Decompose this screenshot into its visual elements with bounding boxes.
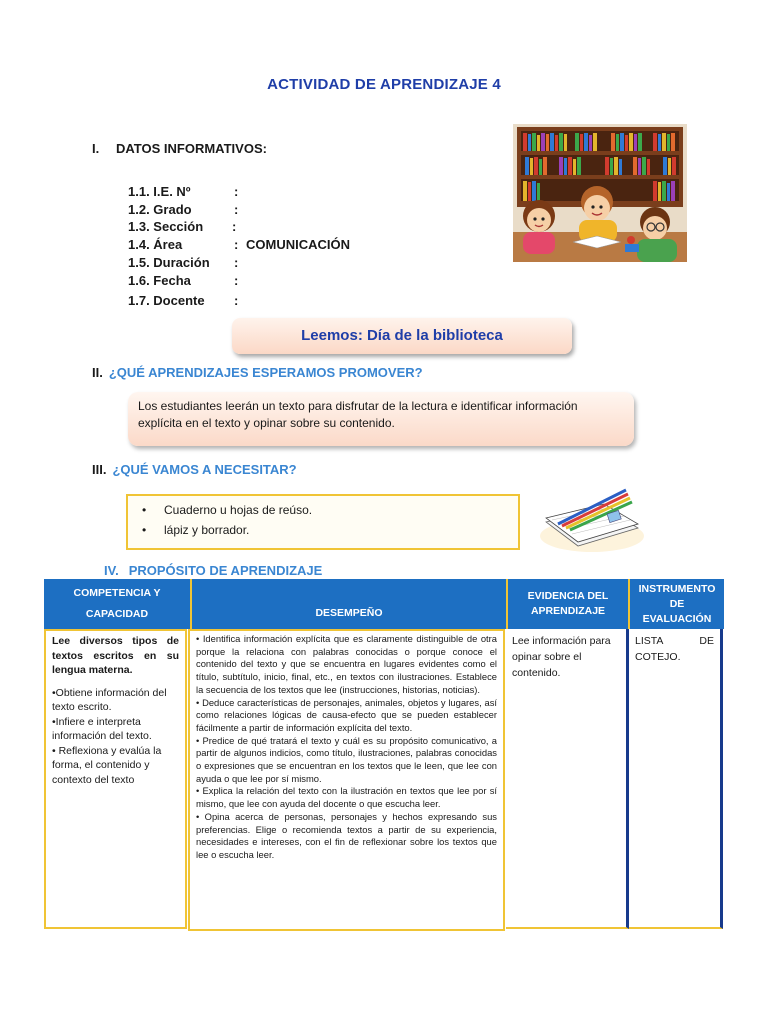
header-text: CAPACIDAD (85, 608, 149, 620)
capacidad-item: •Obtiene información del texto escrito. (52, 686, 167, 713)
section-4-text: PROPÓSITO DE APRENDIZAJE (128, 563, 323, 578)
notebook-pencils-illustration (538, 484, 646, 556)
header-text: INSTRUMENTO (638, 582, 716, 595)
section-3-text: ¿QUÉ VAMOS A NECESITAR? (112, 462, 297, 477)
competencia-title: textos escritos en su (52, 649, 179, 662)
header-text: EVIDENCIA DEL (527, 590, 609, 602)
section-1-text: DATOS INFORMATIVOS: (116, 141, 267, 156)
section-3-heading (92, 462, 297, 477)
instrumento-word: COTEJO. (635, 651, 681, 663)
desempeno-item: • Opina acerca de personas, personajes y hechos expresando sus preferencias. Elige o recomienda textos a partir de su experiencia, necesidades e intereses, con el fin de reflexionar sobre los textos que lee o escucha leer. (196, 810, 497, 860)
library-kids-illustration (513, 124, 687, 262)
header-evidencia (506, 579, 628, 629)
section-2-text: ¿QUÉ APRENDIZAJES ESPERAMOS PROMOVER? (108, 365, 423, 380)
instrumento-word: DE (699, 635, 714, 647)
competencia-title: lengua materna. (52, 664, 133, 676)
info-row-duracion: 1.5. Duración : (128, 255, 239, 270)
desempeno-item: • Predice de qué tratará el texto y cuál es su propósito comunicativo, a partir de algunos indicios, como título, ilustraciones, palabras conocidas o expresiones que se encuentran en los textos que le leen, que lee con ayuda o que lee por sí mismo. (196, 734, 497, 784)
capacidad-item: • Reflexiona y evalúa la forma, el contenido y contexto del texto (52, 744, 162, 786)
section-3-number: III. (92, 462, 107, 477)
info-row-docente: 1.7. Docente : (128, 293, 239, 308)
info-row-fecha: 1.6. Fecha : (128, 273, 239, 288)
section-1-number: I. (92, 141, 100, 156)
desempeno-item: • Explica la relación del texto con la ilustración en textos que lee por sí mismo, que lee con ayuda del docente o que escucha leer. (196, 785, 497, 810)
material-text: lápiz y borrador. (164, 523, 250, 537)
desempeno-item: • Identifica información explícita que es claramente distinguible de otra porque la relaciona con palabras conocidas o porque conoce el contenido del texto y que se encuentra en lugares evidentes como el título, subtítulo, inicio, final, etc., en textos con ilustraciones. Establece la secuencia de los textos que lee (instrucciones, historias, noticias). (196, 633, 497, 695)
info-row-ie: 1.1. I.E. Nº : (128, 184, 239, 199)
capacidad-item: •Infiere e interpreta información del texto. (52, 715, 152, 742)
cell-competencia (44, 629, 187, 929)
info-row-seccion: 1.3. Sección : (128, 219, 237, 234)
evidencia-text: Lee información para opinar sobre el contenido. (512, 635, 611, 679)
desempeno-item: • Deduce características de personajes, animales, objetos y lugares, así como relaciones lógicas de causa-efecto que se pueden establecer fácilmente a partir de información explícita del texto. (196, 696, 497, 733)
section-1-heading (92, 141, 267, 156)
info-label: 1.2. Grado (128, 202, 192, 217)
instrumento-word: LISTA (635, 635, 664, 647)
header-text: EVALUACIÓN (642, 612, 712, 625)
section-2-number: II. (92, 365, 103, 380)
header-text: COMPETENCIA Y (73, 587, 161, 599)
lesson-title-banner: Leemos: Día de la biblioteca (232, 318, 572, 354)
page-title: ACTIVIDAD DE APRENDIZAJE 4 (267, 76, 501, 93)
learning-goal-box: Los estudiantes leerán un texto para disfrutar de la lectura e identificar información explícita en el texto y opinar sobre su contenido. (128, 392, 634, 446)
header-desempeno (190, 579, 506, 629)
cell-evidencia (506, 629, 629, 929)
info-row-area: 1.4. Área : COMUNICACIÓN (128, 237, 350, 252)
info-label: 1.1. I.E. Nº (128, 184, 191, 199)
info-label: 1.4. Área (128, 237, 183, 252)
materials-box (126, 494, 520, 550)
info-label: 1.3. Sección (128, 219, 204, 234)
info-row-grado: 1.2. Grado : (128, 202, 239, 217)
section-4-number: IV. (104, 563, 119, 578)
material-text: Cuaderno u hojas de reúso. (164, 503, 313, 517)
info-value: COMUNICACIÓN (246, 237, 350, 252)
list-item: • Cuaderno u hojas de reúso. (142, 503, 313, 517)
header-instrumento (628, 579, 724, 629)
header-competencia (44, 579, 190, 629)
info-label: 1.5. Duración (128, 255, 210, 270)
header-text: DESEMPEÑO (315, 606, 383, 619)
cell-instrumento (629, 629, 723, 929)
info-label: 1.7. Docente (128, 293, 205, 308)
header-text: DE (669, 597, 685, 610)
section-2-heading (92, 365, 423, 380)
info-label: 1.6. Fecha (128, 273, 191, 288)
competencia-title: Lee diversos tipos de (52, 635, 179, 647)
header-text: APRENDIZAJE (530, 605, 606, 617)
list-item: • lápiz y borrador. (142, 523, 250, 537)
section-4-heading (104, 563, 322, 578)
cell-desempeno (188, 629, 505, 931)
